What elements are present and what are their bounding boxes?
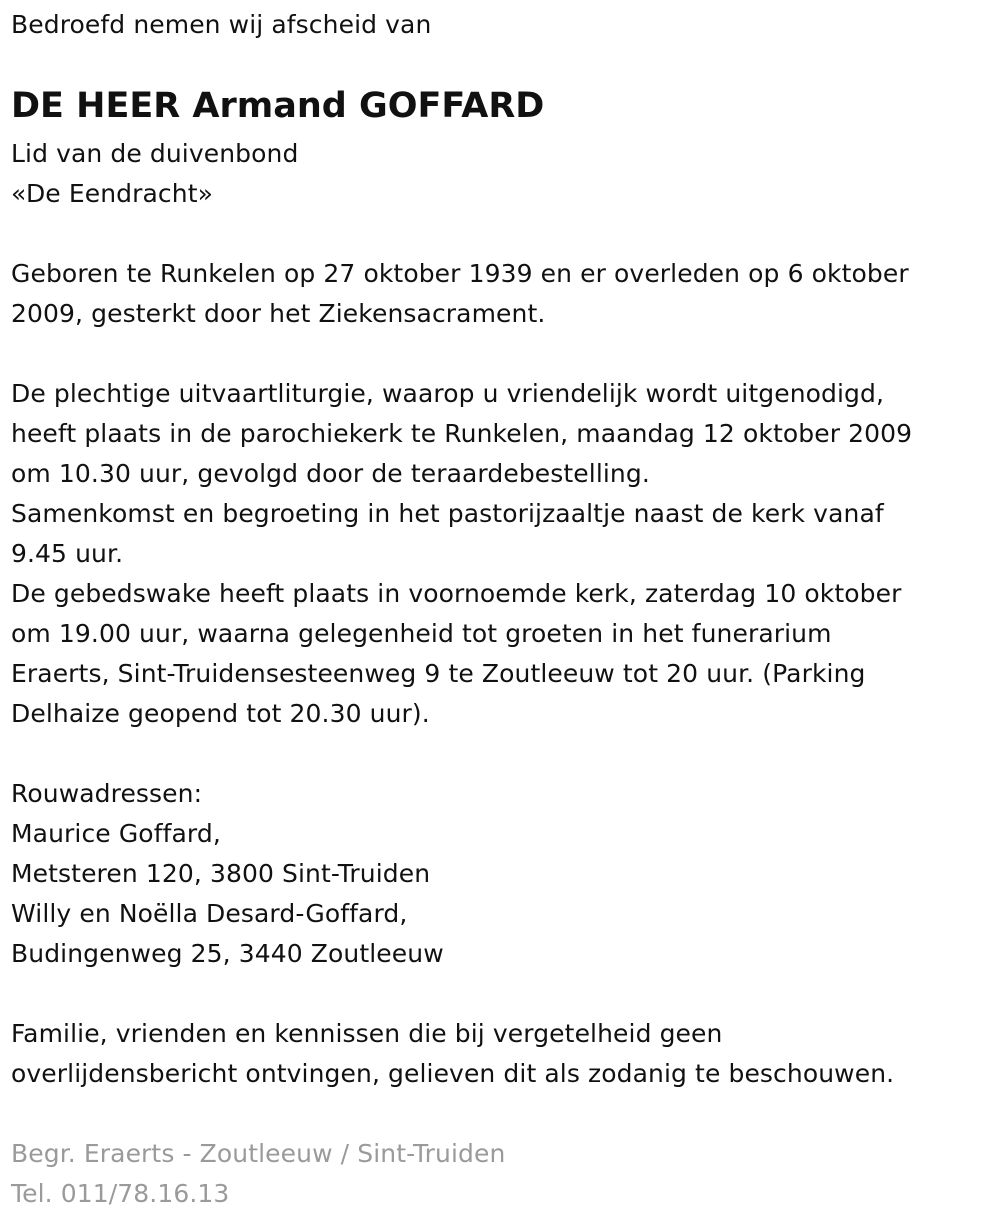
deceased-name: DE HEER Armand GOFFARD bbox=[11, 86, 545, 126]
ceremony-line: Eraerts, Sint-Truidensesteenweg 9 te Zoutleeuw tot 20 uur. (Parking bbox=[11, 659, 866, 688]
funeral-home-phone: Tel. 011/78.16.13 bbox=[11, 1179, 230, 1208]
birth-death-line-2: 2009, gesterkt door het Ziekensacrament. bbox=[11, 299, 546, 328]
ceremony-line: om 10.30 uur, gevolgd door de teraardebestelling. bbox=[11, 459, 650, 488]
ceremony-line: heeft plaats in de parochiekerk te Runkelen, maandag 12 oktober 2009 bbox=[11, 419, 913, 448]
birth-death-line-1: Geboren te Runkelen op 27 oktober 1939 en er overleden op 6 oktober bbox=[11, 259, 909, 288]
funeral-home-name: Begr. Eraerts - Zoutleeuw / Sint-Truiden bbox=[11, 1139, 506, 1168]
address-line: Maurice Goffard, bbox=[11, 819, 221, 848]
address-line: Budingenweg 25, 3440 Zoutleeuw bbox=[11, 939, 444, 968]
address-line: Metsteren 120, 3800 Sint-Truiden bbox=[11, 859, 431, 888]
ceremony-line: 9.45 uur. bbox=[11, 539, 124, 568]
ceremony-line: Samenkomst en begroeting in het pastorijzaaltje naast de kerk vanaf bbox=[11, 499, 884, 528]
membership-line-1: Lid van de duivenbond bbox=[11, 139, 299, 168]
ceremony-line: Delhaize geopend tot 20.30 uur). bbox=[11, 699, 430, 728]
addresses-heading: Rouwadressen: bbox=[11, 779, 203, 808]
closing-line-1: Familie, vrienden en kennissen die bij vergetelheid geen bbox=[11, 1019, 723, 1048]
closing-line-2: overlijdensbericht ontvingen, gelieven dit als zodanig te beschouwen. bbox=[11, 1059, 895, 1088]
intro-text: Bedroefd nemen wij afscheid van bbox=[11, 10, 432, 39]
membership-line-2: «De Eendracht» bbox=[11, 179, 214, 208]
ceremony-line: om 19.00 uur, waarna gelegenheid tot groeten in het funerarium bbox=[11, 619, 832, 648]
ceremony-line: De plechtige uitvaartliturgie, waarop u vriendelijk wordt uitgenodigd, bbox=[11, 379, 885, 408]
address-line: Willy en Noëlla Desard-Goffard, bbox=[11, 899, 408, 928]
ceremony-line: De gebedswake heeft plaats in voornoemde kerk, zaterdag 10 oktober bbox=[11, 579, 902, 608]
